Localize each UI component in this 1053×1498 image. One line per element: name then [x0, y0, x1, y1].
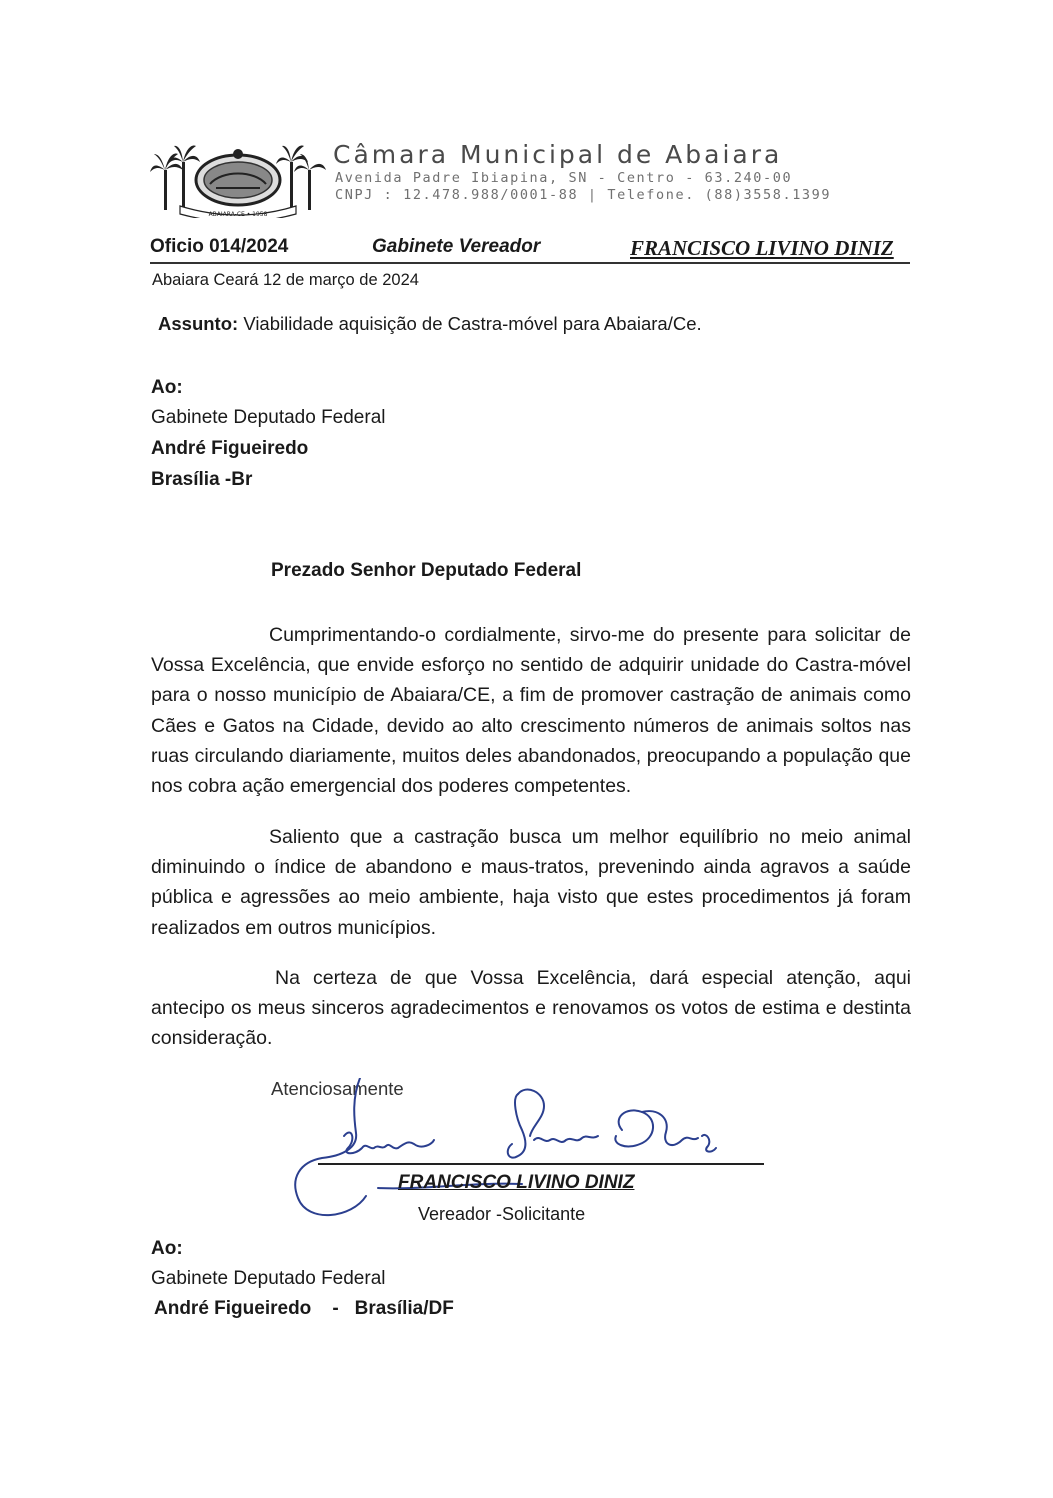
footer-recipient-city: Brasília/DF — [354, 1298, 454, 1319]
date-line: Abaiara Ceará 12 de março de 2024 — [152, 271, 419, 289]
recipient-name: André Figueiredo — [151, 438, 309, 459]
recipient-office: Gabinete Deputado Federal — [151, 407, 386, 428]
signer-name: FRANCISCO LIVINO DINIZ — [398, 1172, 635, 1193]
cabinet-label: Gabinete Vereador — [372, 236, 541, 257]
footer-recipient-office: Gabinete Deputado Federal — [151, 1268, 386, 1289]
footer-recipient-label: Ao: — [151, 1238, 183, 1259]
letterhead-address: Avenida Padre Ibiapina, SN - Centro - 63.240-00 — [335, 170, 793, 186]
closing: Atenciosamente — [271, 1078, 404, 1099]
greeting: Prezado Senhor Deputado Federal — [271, 560, 582, 581]
signer-role: Vereador -Solicitante — [418, 1204, 586, 1224]
svg-text:ABAIARA-CE • 1958: ABAIARA-CE • 1958 — [208, 211, 268, 218]
reference-rule — [150, 262, 910, 264]
subject-label: Assunto: — [158, 313, 239, 334]
signature-line — [318, 1163, 764, 1165]
subject-line — [158, 313, 702, 335]
body-paragraph-3: Na certeza de que Vossa Excelência, dará especial atenção, aqui antecipo os meus sinceros agradecimentos e renovamos os votos de estima e destinta consideração. — [151, 967, 911, 1050]
office-number: Oficio 014/2024 — [150, 236, 289, 257]
letterhead-cnpj-phone: CNPJ : 12.478.988/0001-88 | Telefone. (88)3558.1399 — [335, 187, 832, 203]
seal-emblem-icon — [150, 140, 326, 218]
recipient-city: Brasília -Br — [151, 469, 253, 490]
subject-text: Viabilidade aquisição de Castra-móvel para Abaiara/Ce. — [243, 313, 702, 334]
letterhead-logo — [150, 140, 326, 218]
letterhead-name: Câmara Municipal de Abaiara — [333, 140, 783, 169]
recipient-label: Ao: — [151, 377, 183, 398]
reference-author: FRANCISCO LIVINO DINIZ — [630, 236, 894, 260]
body-paragraph-2: Saliento que a castração busca um melhor equilíbrio no meio animal diminuindo o índice de abandono e maus-tratos, prevenindo ainda agravos a saúde pública e agressões ao meio ambiente, haja visto que estes procedimentos já foram realizados em outros municípios. — [151, 826, 911, 939]
footer-recipient-line — [154, 1298, 454, 1320]
footer-recipient-separator: - — [332, 1298, 339, 1319]
body-paragraph-1: Cumprimentando-o cordialmente, sirvo-me do presente para solicitar de Vossa Excelência, que envide esforço no sentido de adquirir unidade do Castra-móvel para o nosso município de Abaiara/CE, a fim de promover castração de animais como Cães e Gatos na Cidade, devido ao alto crescimento números de animais soltos nas ruas circulando diariamente, muitos deles abandonados, preocupando a população que nos cobra ação emergencial dos poderes competentes. — [151, 624, 911, 798]
footer-recipient-name: André Figueiredo — [154, 1298, 312, 1319]
